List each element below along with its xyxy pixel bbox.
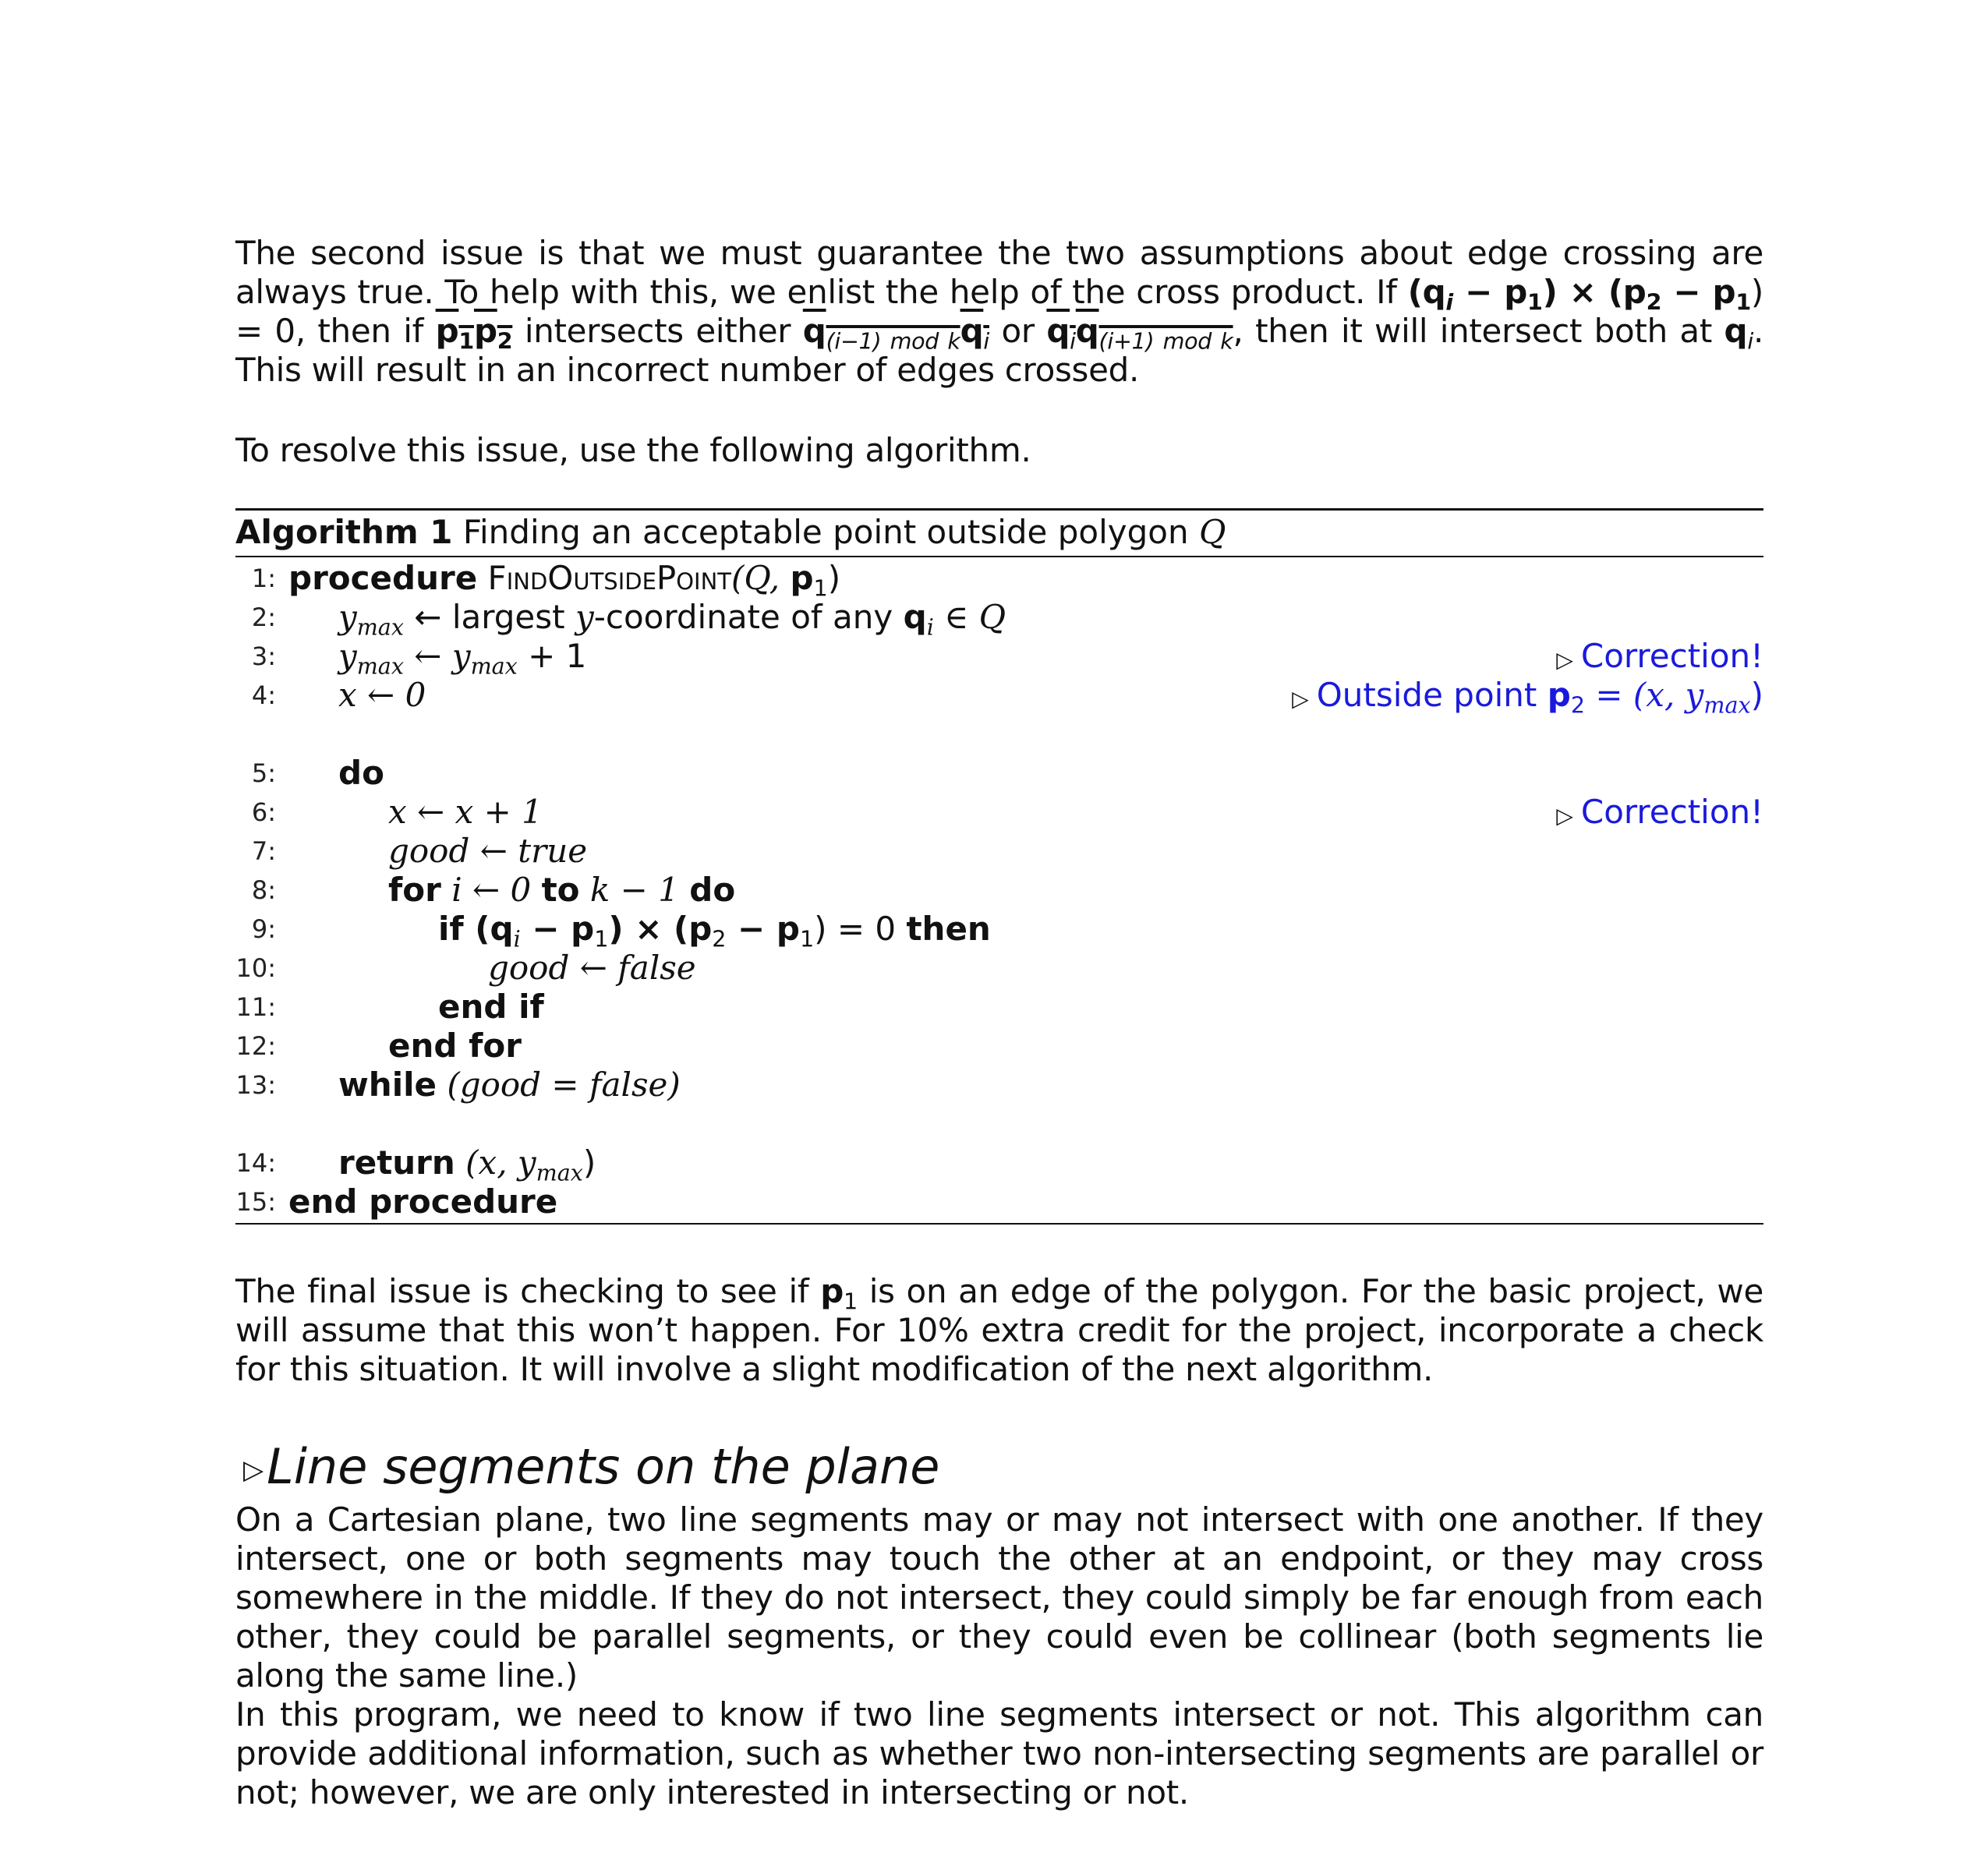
line-number: 4: (251, 680, 276, 710)
line-number: 2: (251, 603, 276, 632)
algo-code: $y_{max}$ ← $y_{max} + 1$ (338, 637, 587, 680)
algo-line-14 (235, 1143, 1763, 1186)
algorithm-block (235, 508, 1763, 1225)
algo-line-10 (235, 949, 1763, 988)
algo-code: good ← false (488, 949, 696, 987)
after-paragraph: The final issue is checking to see if $p_1$ is on an edge of the polygon. For the basic project, we will assume that this won’t happen. For 10% extra credit for the project, incorporate a check for this situation. It will involve a slight modification of the next algorithm. (235, 1272, 1763, 1388)
algo-code: $y_{max}$ ← largest y-coordinate of any $q_i$ ∈ Q (338, 598, 1006, 641)
segment-q-i-q-next: $q_iq_{(i+1) mod k}$ (1046, 312, 1233, 355)
comment-triangle-icon: ▷ (1292, 686, 1309, 712)
intro-paragraph-1: The second issue is that we must guarantee the two assumptions about edge crossing are always true. To help with this, we enlist the help of the cross product. If $(q_i - p_1) \times (p_2 - p_1) = 0$, then if $p_1p_2$ intersects either $q_{(i-1) mod k}q_i$ or $q_iq_{(i+1) mod k}$, then it will intersect both at $q_i$. This will result in an incorrect number of edges crossed. (235, 234, 1764, 389)
algorithm-body (235, 557, 1763, 1221)
algo-line-11 (235, 988, 1763, 1027)
section-paragraph-2: In this program, we need to know if two line segments intersect or not. This algorithm can provide additional information, such as whether two non-intersecting segments are parallel or not; however, we are only interested in intersecting or not. (235, 1695, 1763, 1811)
line-number: 7: (251, 836, 276, 866)
comment-triangle-icon: ▷ (1556, 803, 1573, 829)
algo-comment: ▷ Outside point $p_2 = (x$, $y_{max}$) (1292, 676, 1763, 719)
algo-line-1 (235, 559, 1763, 602)
line-number: 9: (251, 914, 276, 944)
algo-code: do (338, 754, 384, 792)
line-number: 3: (251, 641, 276, 671)
algo-code: good ← true (388, 832, 588, 870)
intro-paragraph-1-container (235, 234, 1763, 390)
line-number: 11: (235, 992, 276, 1022)
algo-code: while (good = false) (338, 1066, 681, 1104)
algo-code: if $(q_i - p_1) \times (p_2 - p_1) = 0$ then (438, 910, 991, 953)
algo-comment: ▷ Correction! (1556, 637, 1763, 675)
line-number: 12: (235, 1031, 276, 1061)
line-number: 8: (251, 875, 276, 905)
line-number: 14: (235, 1148, 276, 1178)
line-number: 6: (251, 797, 276, 827)
intro-paragraph-2-container (235, 431, 1763, 470)
section-paragraph-2-container (235, 1695, 1763, 1812)
algo-code: for i ← 0 to k − 1 do (388, 871, 736, 909)
text-run: The second issue is that we must guarantee the two assumptions about edge crossing are always true. To help with this, we enlist the help of the cross product. If (235, 234, 1763, 311)
line-number: 13: (235, 1070, 276, 1100)
algo-line-12 (235, 1027, 1763, 1066)
algo-line-3 (235, 637, 1763, 680)
line-number: 15: (235, 1187, 276, 1217)
section-paragraph-1: On a Cartesian plane, two line segments may or may not intersect with one another. If they intersect, one or both segments may touch the other at an endpoint, or they may cross somewhere in the middle. If they do not intersect, they could simply be far enough from each other, they could be parallel segments, or they could even be collinear (both segments lie along the same line.) (235, 1500, 1763, 1695)
after-paragraph-container (235, 1272, 1763, 1389)
algo-line-15 (235, 1182, 1763, 1221)
algo-line-5 (235, 754, 1763, 793)
algo-code: x ← x + 1 (388, 793, 543, 831)
segment-q-prev-q-i: $q_{(i-1) mod k}q_i$ (802, 312, 989, 355)
intro-paragraph-2: To resolve this issue, use the following algorithm. (235, 431, 1031, 469)
algorithm-bottom-rule (235, 1223, 1763, 1225)
comment-triangle-icon: ▷ (1556, 647, 1573, 673)
section-triangle-icon: ▷ (243, 1454, 264, 1486)
algo-code: return (x, $y_{max}$) (338, 1143, 596, 1186)
line-number: 5: (251, 758, 276, 788)
algo-line-8 (235, 871, 1763, 910)
algo-line-6 (235, 793, 1763, 832)
section-heading: ▷Line segments on the plane (243, 1438, 940, 1495)
algorithm-caption: Algorithm 1 Finding an acceptable point outside polygon Q (235, 511, 1763, 557)
line-number: 1: (251, 564, 276, 593)
cross-product-expression: $(q_i - p_1) \times (p_2 - p_1) = 0$ (235, 273, 1763, 350)
algo-code: x ← 0 (338, 676, 426, 714)
algo-line-13 (235, 1066, 1763, 1104)
segment-p1p2: $p_1p_2$ (435, 312, 513, 355)
algo-code: procedure FindOutsidePoint(Q, $p_1$) (288, 559, 841, 602)
line-number: 10: (235, 953, 276, 983)
algo-line-4 (235, 676, 1763, 719)
algo-line-9 (235, 910, 1763, 953)
algo-comment: ▷ Correction! (1556, 793, 1763, 831)
algo-code: end procedure (288, 1182, 558, 1221)
algo-line-2 (235, 598, 1763, 641)
algo-line-7 (235, 832, 1763, 871)
section-paragraph-1-container (235, 1500, 1763, 1695)
algo-code: end for (388, 1027, 522, 1065)
algo-code: end if (438, 988, 544, 1026)
